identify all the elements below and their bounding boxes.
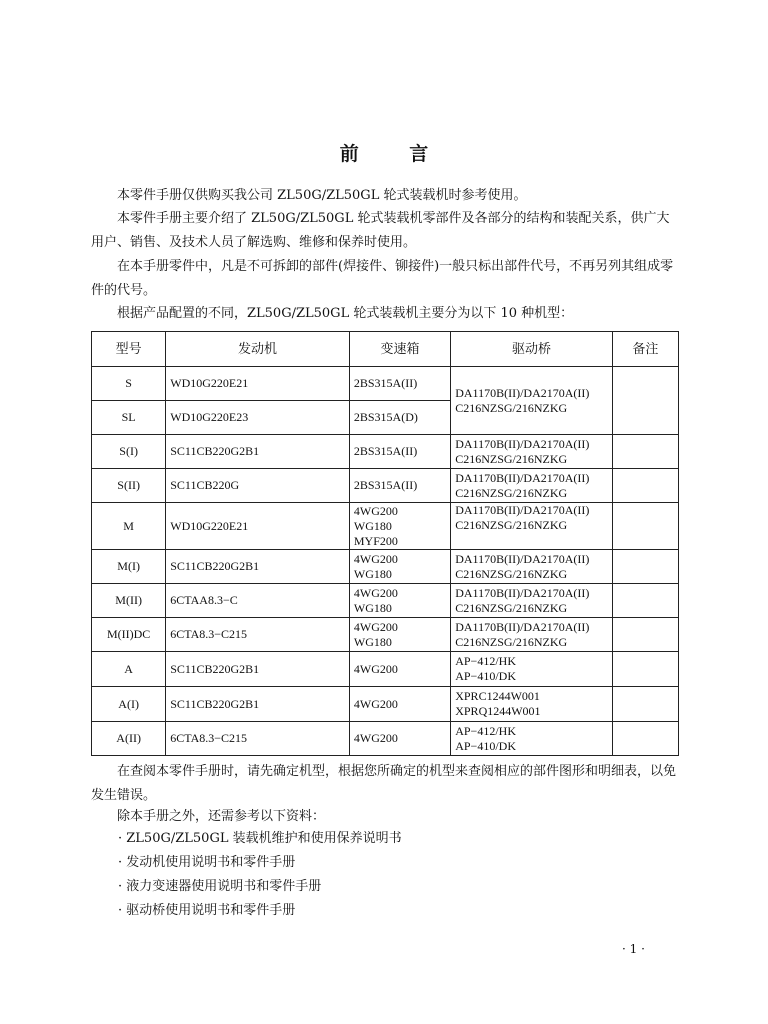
engine-cell: 6CTA8.3−C215 xyxy=(166,618,350,652)
model-cell: S xyxy=(92,367,166,401)
intro-paragraph-3: 在本手册零件中，凡是不可拆卸的部件(焊接件、铆接件)一般只标出部件代号，不再另列其组成零件的代号。 xyxy=(91,259,674,298)
axle-cell: DA1170B(II)/DA2170A(II) C216NZSG/216NZKG xyxy=(451,550,613,584)
page-title: 前 言 xyxy=(339,143,451,165)
page-number: · 1 · xyxy=(622,942,645,956)
note-cell xyxy=(612,722,678,756)
gearbox-cell: 2BS315A(II) xyxy=(349,469,450,503)
note-cell xyxy=(612,367,678,435)
model-cell: A(I) xyxy=(92,687,166,722)
engine-cell: SC11CB220G2B1 xyxy=(166,550,350,584)
axle-cell: DA1170B(II)/DA2170A(II) C216NZSG/216NZKG xyxy=(451,584,613,618)
note-cell xyxy=(612,503,678,550)
note-cell xyxy=(612,550,678,584)
engine-cell: SC11CB220G xyxy=(166,469,350,503)
engine-cell: WD10G220E21 xyxy=(166,503,350,550)
table-row xyxy=(92,469,679,503)
note-cell xyxy=(612,618,678,652)
lookup-paragraph: 在查阅本零件手册时，请先确定机型，根据您所确定的机型来查阅相应的部件图形和明细表，以免发生错误。 xyxy=(91,764,677,803)
header-model: 型号 xyxy=(92,332,166,367)
axle-cell: DA1170B(II)/DA2170A(II) C216NZSG/216NZKG xyxy=(451,435,613,469)
table-row xyxy=(92,584,679,618)
axle-cell: DA1170B(II)/DA2170A(II) C216NZSG/216NZKG xyxy=(451,503,613,550)
header-gearbox: 变速箱 xyxy=(349,332,450,367)
table-row xyxy=(92,550,679,584)
note-cell xyxy=(612,652,678,687)
table-row xyxy=(92,722,679,756)
header-engine: 发动机 xyxy=(166,332,350,367)
model-cell: A xyxy=(92,652,166,687)
gearbox-cell: 2BS315A(II) xyxy=(349,435,450,469)
table-row xyxy=(92,687,679,722)
engine-cell: 6CTA8.3−C215 xyxy=(166,722,350,756)
table-row xyxy=(92,367,679,401)
engine-cell: SC11CB220G2B1 xyxy=(166,435,350,469)
note-cell xyxy=(612,584,678,618)
model-cell: M(II)DC xyxy=(92,618,166,652)
gearbox-cell: 2BS315A(II) xyxy=(349,367,450,401)
gearbox-cell: 4WG200 xyxy=(349,722,450,756)
model-cell: A(II) xyxy=(92,722,166,756)
axle-cell: AP−412/HK AP−410/DK xyxy=(451,652,613,687)
model-cell: M(I) xyxy=(92,550,166,584)
engine-cell: WD10G220E23 xyxy=(166,401,350,435)
table-row xyxy=(92,435,679,469)
table-row xyxy=(92,618,679,652)
model-cell: S(I) xyxy=(92,435,166,469)
model-cell: S(II) xyxy=(92,469,166,503)
model-cell: M(II) xyxy=(92,584,166,618)
axle-cell: DA1170B(II)/DA2170A(II) C216NZSG/216NZKG xyxy=(451,367,613,435)
gearbox-cell: 4WG200 WG180 MYF200 xyxy=(349,503,450,550)
list-item: · 驱动桥使用说明书和零件手册 xyxy=(118,903,296,918)
gearbox-cell: 4WG200 WG180 xyxy=(349,550,450,584)
axle-cell: AP−412/HK AP−410/DK xyxy=(451,722,613,756)
engine-cell: WD10G220E21 xyxy=(166,367,350,401)
reference-list xyxy=(118,827,402,923)
axle-cell: XPRC1244W001 XPRQ1244W001 xyxy=(451,687,613,722)
gearbox-cell: 4WG200 xyxy=(349,652,450,687)
engine-cell: 6CTAA8.3−C xyxy=(166,584,350,618)
list-item: · 发动机使用说明书和零件手册 xyxy=(118,855,296,870)
gearbox-cell: 2BS315A(D) xyxy=(349,401,450,435)
gearbox-cell: 4WG200 WG180 xyxy=(349,618,450,652)
gearbox-cell: 4WG200 xyxy=(349,687,450,722)
list-item: · ZL50G/ZL50GL 装载机维护和使用保养说明书 xyxy=(118,831,402,846)
note-cell xyxy=(612,435,678,469)
note-cell xyxy=(612,687,678,722)
note-cell xyxy=(612,469,678,503)
axle-cell: DA1170B(II)/DA2170A(II) C216NZSG/216NZKG xyxy=(451,618,613,652)
engine-cell: SC11CB220G2B1 xyxy=(166,652,350,687)
table-row xyxy=(92,652,679,687)
list-item: · 液力变速器使用说明书和零件手册 xyxy=(118,879,322,894)
table-header-row xyxy=(92,332,679,367)
model-cell: M xyxy=(92,503,166,550)
engine-cell: SC11CB220G2B1 xyxy=(166,687,350,722)
intro-paragraph-4: 根据产品配置的不同，ZL50G/ZL50GL 轮式装载机主要分为以下 10 种机型： xyxy=(117,306,574,321)
intro-paragraph-1: 本零件手册仅供购买我公司 ZL50G/ZL50GL 轮式装载机时参考使用。 xyxy=(117,188,527,203)
header-axle: 驱动桥 xyxy=(451,332,613,367)
reference-paragraph: 除本手册之外，还需参考以下资料： xyxy=(117,809,326,824)
model-table xyxy=(91,331,679,756)
model-cell: SL xyxy=(92,401,166,435)
header-note: 备注 xyxy=(612,332,678,367)
axle-cell: DA1170B(II)/DA2170A(II) C216NZSG/216NZKG xyxy=(451,469,613,503)
intro-paragraph-2: 本零件手册主要介绍了 ZL50G/ZL50GL 轮式装载机零部件及各部分的结构和装配关系，供广大用户、销售、及技术人员了解选购、维修和保养时使用。 xyxy=(91,211,670,250)
table-row xyxy=(92,503,679,550)
gearbox-cell: 4WG200 WG180 xyxy=(349,584,450,618)
